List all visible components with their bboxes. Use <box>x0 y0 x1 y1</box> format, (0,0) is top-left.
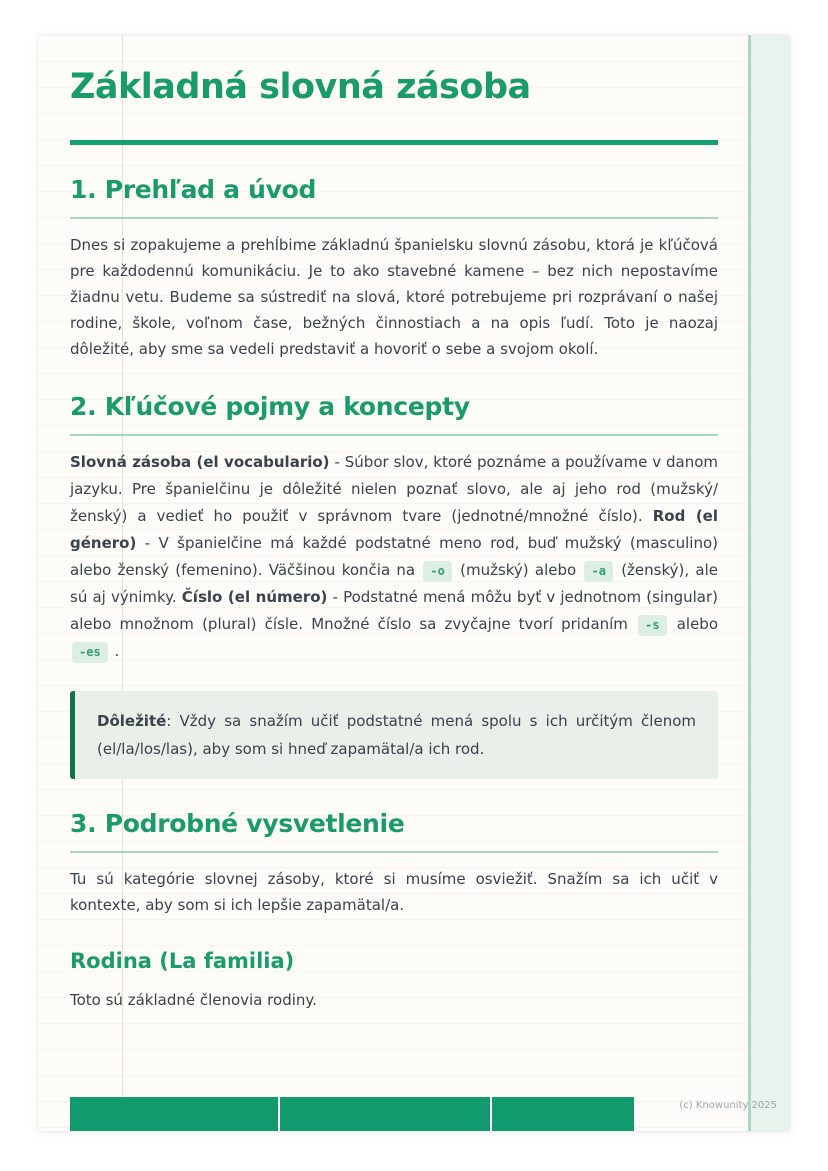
bold-text-segment: Slovná zásoba (el vocabulario) <box>70 453 330 471</box>
section-2-paragraph <box>70 449 718 665</box>
text-segment: alebo <box>668 615 718 633</box>
text-segment: (ženský), ale sú aj výnimky. <box>70 561 718 606</box>
text-segment: : Vždy sa snažím učiť podstatné mená spolu s ich určitým členom (el/la/los/las), aby som si hneď zapamätal/a ich rod. <box>97 712 696 758</box>
page-title: Základná slovná zásoba <box>70 67 531 107</box>
bold-text-segment: Rod (el género) <box>70 507 718 552</box>
section-heading-3: 3. Podrobné vysvetlenie <box>70 809 718 853</box>
text-segment: - Podstatné mená môžu byť v jednotnom (singular) alebo množnom (plural) čísle. Množné číslo sa zvyčajne tvorí pridaním <box>70 588 719 633</box>
table-header-cell <box>492 1097 634 1131</box>
document-page <box>38 35 790 1131</box>
table-header-cell <box>70 1097 278 1131</box>
bold-text-segment: Číslo (el número) <box>181 588 328 606</box>
callout-text <box>97 712 696 758</box>
text-segment: (mužský) alebo <box>453 561 583 579</box>
copyright-watermark: (c) Knowunity 2025 <box>679 1100 777 1111</box>
section-3-paragraph: Tu sú kategórie slovnej zásoby, ktoré si musíme osviežiť. Snažím sa ich učiť v kontexte, aby som si ich lepšie zapamätal/a. <box>70 870 718 914</box>
text-segment: - Súbor slov, ktoré poznáme a používame v danom jazyku. Pre španielčinu je dôležité nielen poznať slovo, ale aj jeho rod (mužský/ženský) a vedieť ho použiť v správnom tvare (jednotné/množné číslo). <box>70 453 719 525</box>
inline-code-badge: -s <box>638 615 666 636</box>
inline-code-badge: -a <box>584 561 612 582</box>
inline-code-badge: -o <box>423 561 451 582</box>
text-segment: - V španielčine má každé podstatné meno rod, buď mužský (masculino) alebo ženský (femenino). Väčšinou končia na <box>70 534 718 579</box>
vocab-table-header-row <box>70 1097 634 1131</box>
section-1-paragraph: Dnes si zopakujeme a prehĺbime základnú španielsku slovnú zásobu, ktorá je kľúčová pre každodennú komunikáciu. Je to ako stavebné kamene – bez nich nepostavíme žiadnu vetu. Budeme sa sústrediť na slová, ktoré potrebujeme pri rozprávaní o našej rodine, škole, voľnom čase, bežných činnostiach a na opis ľudí. Toto je naozaj dôležité, aby sme sa vedeli predstaviť a hovoriť o sebe a svojom okolí. <box>70 236 718 358</box>
section-heading-1: 1. Prehľad a úvod <box>70 175 718 219</box>
text-segment: . <box>109 642 120 660</box>
title-divider-rule <box>70 140 718 145</box>
document-content <box>38 35 790 1013</box>
bold-text-segment: Dôležité <box>97 712 167 730</box>
important-callout <box>70 691 718 779</box>
subsection-heading-rodina: Rodina (La familia) <box>70 949 295 973</box>
section-heading-2: 2. Kľúčové pojmy a koncepty <box>70 392 718 436</box>
inline-code-badge: -es <box>72 642 108 663</box>
table-header-cell <box>280 1097 490 1131</box>
subsection-paragraph: Toto sú základné členovia rodiny. <box>70 991 317 1009</box>
